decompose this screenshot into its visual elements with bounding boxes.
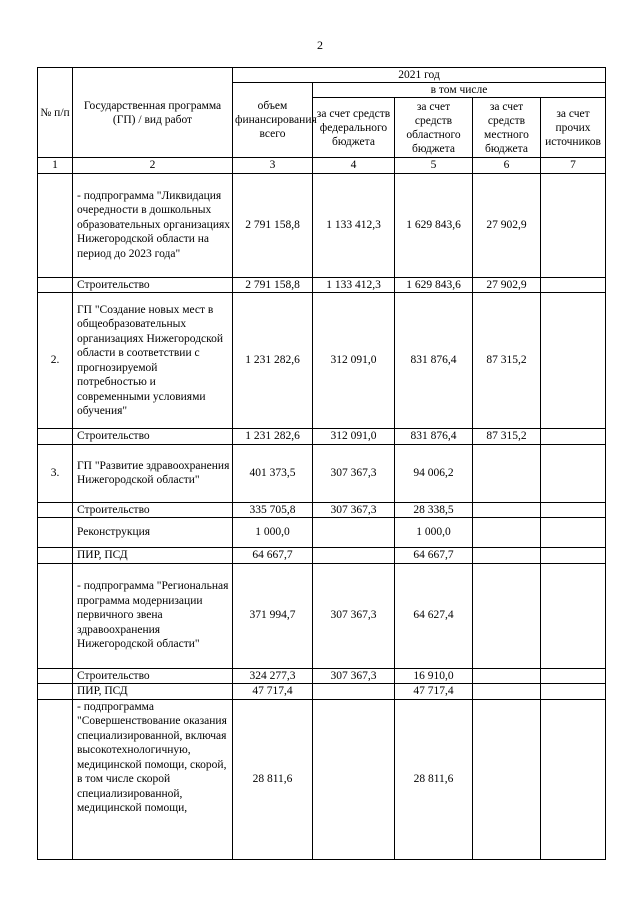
- cell-local: [473, 668, 541, 684]
- table-row: [38, 444, 606, 502]
- cell-name: Строительство: [73, 668, 233, 684]
- cell-federal: 307 367,3: [313, 502, 395, 518]
- cell-local: 27 902,9: [473, 173, 541, 277]
- header-col3: объем финансирования всего: [233, 83, 313, 158]
- cell-local: [473, 548, 541, 564]
- cell-federal: [313, 699, 395, 859]
- cell-regional: 28 338,5: [395, 502, 473, 518]
- table-row: [38, 684, 606, 700]
- cell-federal: 1 133 412,3: [313, 277, 395, 293]
- cell-federal: [313, 548, 395, 564]
- cell-name: - подпрограмма "Совершенствование оказания специализированной, включая высокотехнологичную, медицинской помощи, скорой, в том числе скорой специализированной, медицинской помощи,: [73, 699, 233, 859]
- column-number: 2: [73, 158, 233, 174]
- cell-regional: 16 910,0: [395, 668, 473, 684]
- table-row: [38, 429, 606, 445]
- cell-local: 87 315,2: [473, 293, 541, 429]
- cell-total: 324 277,3: [233, 668, 313, 684]
- column-number: 7: [541, 158, 606, 174]
- header-including: в том числе: [313, 83, 606, 98]
- cell-regional: 64 667,7: [395, 548, 473, 564]
- header-col6: за счет средств местного бюджета: [473, 98, 541, 158]
- cell-total: 1 000,0: [233, 518, 313, 548]
- cell-total: 1 231 282,6: [233, 429, 313, 445]
- cell-regional: 831 876,4: [395, 293, 473, 429]
- cell-other: [541, 548, 606, 564]
- cell-regional: 831 876,4: [395, 429, 473, 445]
- table-row: [38, 668, 606, 684]
- cell-num: [38, 429, 73, 445]
- cell-regional: 94 006,2: [395, 444, 473, 502]
- cell-total: 1 231 282,6: [233, 293, 313, 429]
- cell-name: Строительство: [73, 277, 233, 293]
- cell-other: [541, 668, 606, 684]
- cell-federal: 312 091,0: [313, 429, 395, 445]
- cell-federal: 307 367,3: [313, 444, 395, 502]
- header-col7: за счет прочих источников: [541, 98, 606, 158]
- cell-name: Строительство: [73, 502, 233, 518]
- column-number: 5: [395, 158, 473, 174]
- cell-num: [38, 173, 73, 277]
- page-number: 2: [317, 38, 323, 52]
- header-col5: за счет средств областного бюджета: [395, 98, 473, 158]
- cell-other: [541, 429, 606, 445]
- column-numbers-row: [38, 158, 606, 174]
- cell-local: [473, 563, 541, 668]
- cell-local: [473, 699, 541, 859]
- column-number: 6: [473, 158, 541, 174]
- cell-regional: 1 000,0: [395, 518, 473, 548]
- cell-name: ПИР, ПСД: [73, 684, 233, 700]
- cell-total: 401 373,5: [233, 444, 313, 502]
- table-row: [38, 563, 606, 668]
- cell-regional: 28 811,6: [395, 699, 473, 859]
- cell-other: [541, 502, 606, 518]
- cell-name: ГП "Развитие здравоохранения Нижегородской области": [73, 444, 233, 502]
- cell-federal: 1 133 412,3: [313, 173, 395, 277]
- cell-total: 371 994,7: [233, 563, 313, 668]
- header-year: 2021 год: [233, 68, 606, 83]
- header-num: № п/п: [38, 68, 73, 158]
- cell-other: [541, 277, 606, 293]
- cell-num: [38, 684, 73, 700]
- cell-total: 64 667,7: [233, 548, 313, 564]
- cell-name: - подпрограмма "Региональная программа модернизации первичного звена здравоохранения Нижегородской области": [73, 563, 233, 668]
- cell-name: - подпрограмма "Ликвидация очередности в дошкольных образовательных организациях Нижегородской области на период до 2023 года": [73, 173, 233, 277]
- header-program: Государственная программа (ГП) / вид работ: [73, 68, 233, 158]
- cell-federal: [313, 684, 395, 700]
- cell-regional: 1 629 843,6: [395, 173, 473, 277]
- cell-total: 2 791 158,8: [233, 173, 313, 277]
- table-row: [38, 518, 606, 548]
- table-row: [38, 548, 606, 564]
- header-col4: за счет средств федерального бюджета: [313, 98, 395, 158]
- cell-local: [473, 518, 541, 548]
- cell-other: [541, 518, 606, 548]
- cell-num: 3.: [38, 444, 73, 502]
- column-number: 3: [233, 158, 313, 174]
- cell-num: 2.: [38, 293, 73, 429]
- cell-other: [541, 684, 606, 700]
- cell-local: [473, 444, 541, 502]
- cell-regional: 1 629 843,6: [395, 277, 473, 293]
- column-number: 4: [313, 158, 395, 174]
- cell-other: [541, 563, 606, 668]
- cell-name: ПИР, ПСД: [73, 548, 233, 564]
- cell-regional: 47 717,4: [395, 684, 473, 700]
- cell-num: [38, 699, 73, 859]
- table-row: [38, 173, 606, 277]
- table-row: [38, 277, 606, 293]
- cell-num: [38, 518, 73, 548]
- table-row: [38, 293, 606, 429]
- cell-local: [473, 684, 541, 700]
- cell-num: [38, 277, 73, 293]
- cell-other: [541, 293, 606, 429]
- cell-federal: 312 091,0: [313, 293, 395, 429]
- cell-num: [38, 563, 73, 668]
- cell-local: [473, 502, 541, 518]
- cell-total: 2 791 158,8: [233, 277, 313, 293]
- cell-other: [541, 444, 606, 502]
- financing-table: [37, 67, 606, 860]
- cell-local: 27 902,9: [473, 277, 541, 293]
- cell-num: [38, 548, 73, 564]
- table-row: [38, 699, 606, 859]
- cell-total: 335 705,8: [233, 502, 313, 518]
- cell-name: ГП "Создание новых мест в общеобразовательных организациях Нижегородской области в соответствии с прогнозируемой потребностью и современными условиями обучения": [73, 293, 233, 429]
- cell-regional: 64 627,4: [395, 563, 473, 668]
- cell-total: 47 717,4: [233, 684, 313, 700]
- cell-num: [38, 668, 73, 684]
- table-row: [38, 502, 606, 518]
- column-number: 1: [38, 158, 73, 174]
- cell-federal: [313, 518, 395, 548]
- cell-name: Реконструкция: [73, 518, 233, 548]
- cell-num: [38, 502, 73, 518]
- cell-total: 28 811,6: [233, 699, 313, 859]
- cell-local: 87 315,2: [473, 429, 541, 445]
- cell-name: Строительство: [73, 429, 233, 445]
- cell-federal: 307 367,3: [313, 668, 395, 684]
- cell-other: [541, 699, 606, 859]
- cell-federal: 307 367,3: [313, 563, 395, 668]
- cell-other: [541, 173, 606, 277]
